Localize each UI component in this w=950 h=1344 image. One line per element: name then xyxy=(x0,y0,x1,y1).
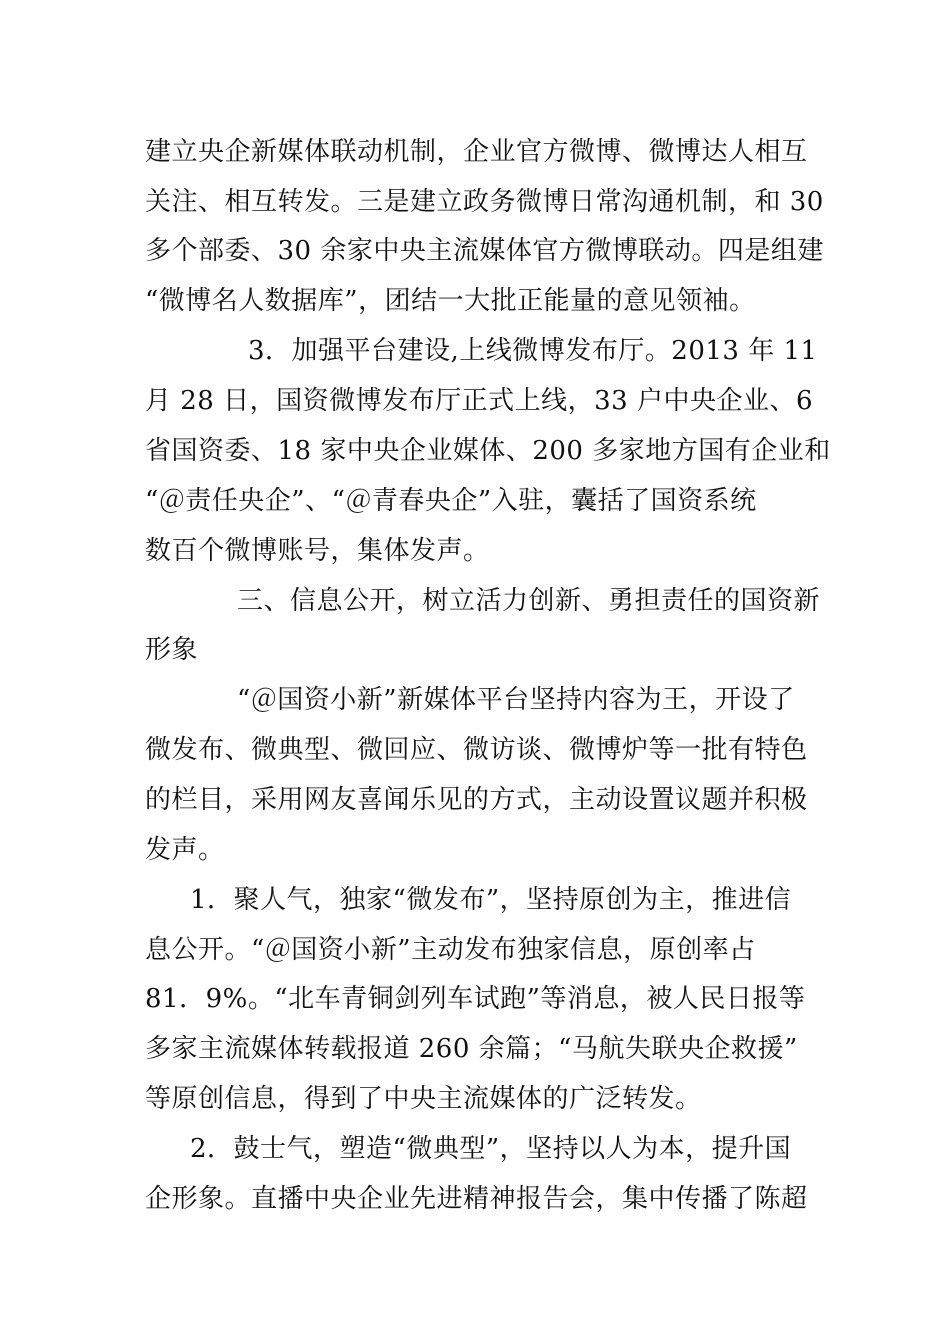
text-line: 的栏目，采用网友喜闻乐见的方式，主动设置议题并积极 xyxy=(145,785,808,815)
text-line: 1．聚人气，独家“微发布”，坚持原创为主，推进信 xyxy=(190,885,792,915)
text-line: 微发布、微典型、微回应、微访谈、微博炉等一批有特色 xyxy=(145,735,808,765)
text-line: 企形象。直播中央企业先进精神报告会，集中传播了陈超 xyxy=(145,1184,808,1214)
text-line: 数百个微博账号，集体发声。 xyxy=(145,536,490,566)
section-heading-cont: 形象 xyxy=(145,635,199,665)
text-line: 2．鼓士气，塑造“微典型”，坚持以人为本，提升国 xyxy=(190,1134,792,1164)
text-line: 3．加强平台建设,上线微博发布厅。2013 年 11 xyxy=(248,336,818,366)
text-line: 月 28 日，国资微博发布厅正式上线，33 户中央企业、6 xyxy=(145,386,814,416)
text-line: 81．9%。“北车青铜剑列车试跑”等消息，被人民日报等 xyxy=(145,984,806,1014)
text-line: 关注、相互转发。三是建立政务微博日常沟通机制，和 30 xyxy=(145,187,824,217)
text-line: 多个部委、30 余家中央主流媒体官方微博联动。四是组建 xyxy=(145,236,824,266)
text-line: 建立央企新媒体联动机制，企业官方微博、微博达人相互 xyxy=(145,137,808,167)
text-line: “＠国资小新”新媒体平台坚持内容为王，开设了 xyxy=(237,685,795,715)
text-line: 省国资委、18 家中央企业媒体、200 多家地方国有企业和 xyxy=(145,436,831,466)
text-line: “微博名人数据库”，团结一大批正能量的意见领袖。 xyxy=(145,286,756,316)
text-line: 等原创信息，得到了中央主流媒体的广泛转发。 xyxy=(145,1084,702,1114)
section-heading: 三、信息公开，树立活力创新、勇担责任的国资新 xyxy=(237,586,821,616)
text-line: 多家主流媒体转载报道 260 余篇；“马航失联央企救援” xyxy=(145,1034,798,1064)
text-line: 息公开。“＠国资小新”主动发布独家信息，原创率占 xyxy=(145,935,756,965)
text-line: 发声。 xyxy=(145,835,225,865)
text-line: “＠责任央企”、“＠青春央企”入驻，囊括了国资系统 xyxy=(145,486,757,516)
